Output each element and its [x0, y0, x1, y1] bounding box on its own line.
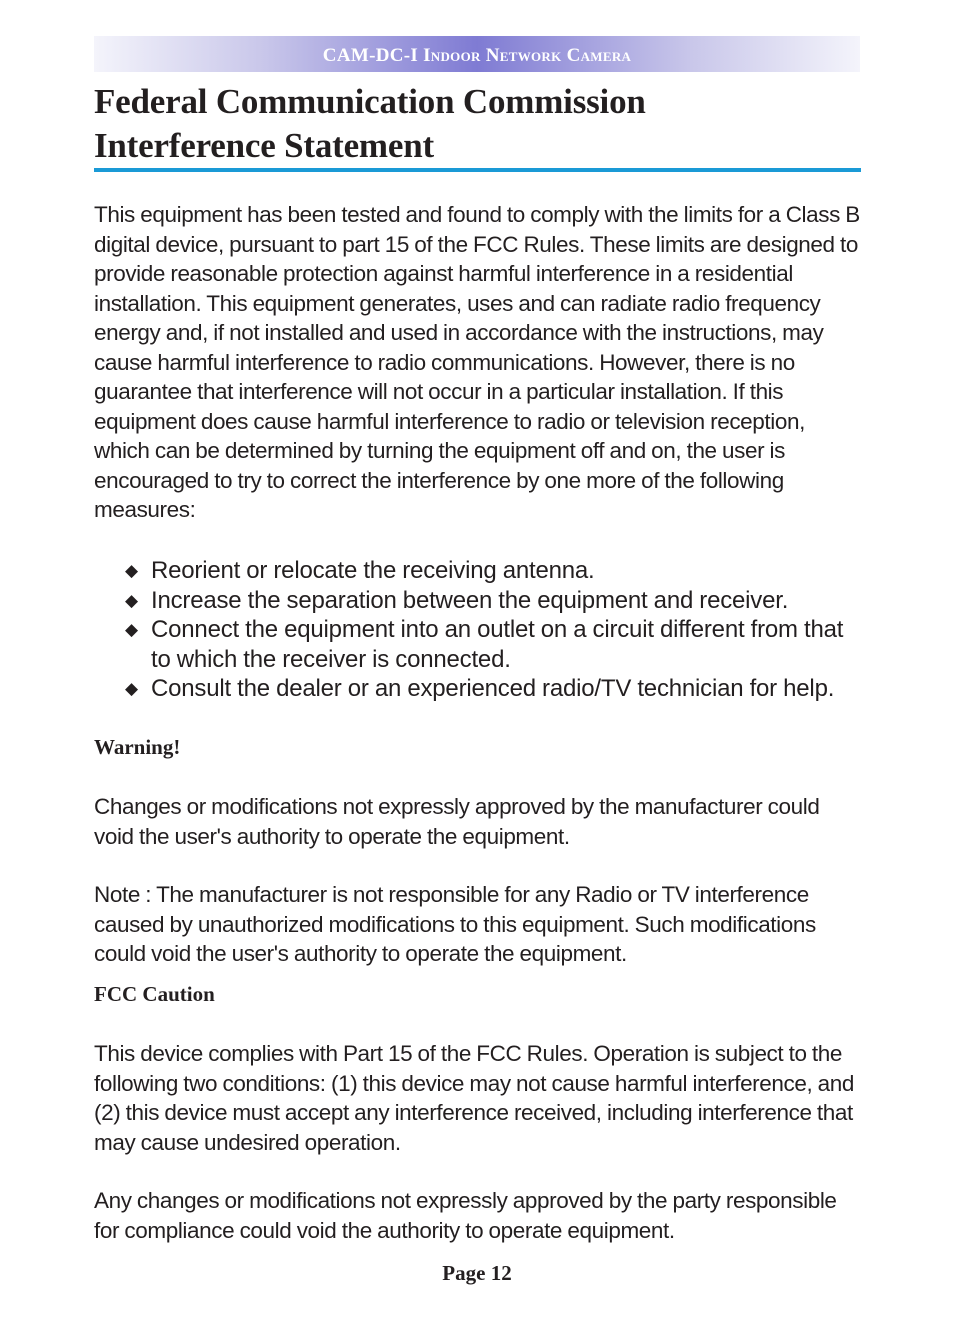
- list-item: [125, 556, 865, 586]
- diamond-icon: ◆: [125, 561, 138, 580]
- page-title-line1: Federal Communication Commission: [94, 82, 646, 121]
- measures-list: [94, 556, 865, 704]
- warning-paragraph: Changes or modifications not expressly approved by the manufacturer could void the user's authority to operate the equipment.: [94, 794, 820, 849]
- fcc-caution-heading: FCC Caution: [94, 982, 215, 1006]
- list-item-text: Increase the separation between the equipment and receiver.: [151, 586, 789, 614]
- list-item-text: Consult the dealer or an experienced radio/TV technician for help.: [151, 675, 835, 702]
- diamond-icon: ◆: [125, 679, 138, 698]
- header-title: CAM-DC-I Indoor Network Camera: [322, 45, 632, 66]
- page-title: [94, 80, 860, 168]
- fcc-caution-paragraph: This device complies with Part 15 of the FCC Rules. Operation is subject to the following two conditions: (1) this device may not cause harmful interference, and (2) this device must accept any interference received, including interference that may cause undesired operation.: [94, 1041, 855, 1155]
- page-number: Page 12: [442, 1261, 512, 1285]
- warning-heading: Warning!: [94, 735, 181, 759]
- header-banner: [94, 36, 860, 72]
- diamond-icon: ◆: [125, 620, 138, 639]
- title-divider: [94, 168, 861, 172]
- diamond-icon: ◆: [125, 590, 138, 610]
- list-item-text: Reorient or relocate the receiving antenna.: [151, 557, 595, 584]
- intro-paragraph: This equipment has been tested and found to comply with the limits for a Class B digital device, pursuant to part 15 of the FCC Rules. These limits are designed to provide reasonable protection against harmful interference in a residential installation. This equipment generates, uses and can radiate radio frequency energy and, if not installed and used in accordance with the instructions, may cause harmful interference to radio communications. However, there is no guarantee that interference will not occur in a particular installation. If this equipment does cause harmful interference to radio or television reception, which can be determined by turning the equipment off and on, the user is encouraged to try to correct the interference by one more of the following measures:: [94, 202, 860, 522]
- list-item: [125, 615, 865, 674]
- page-title-line2: Interference Statement: [94, 126, 434, 165]
- list-item: [125, 586, 865, 616]
- note-paragraph: Note : The manufacturer is not responsible for any Radio or TV interference caused by unauthorized modifications to this equipment. Such modifications could void the user's authority to operate the equipment.: [94, 882, 816, 966]
- list-item: [125, 674, 865, 704]
- changes-paragraph: Any changes or modifications not expressly approved by the party responsible for compliance could void the authority to operate equipment.: [94, 1188, 837, 1243]
- main-content: [94, 200, 864, 525]
- list-item-text: Connect the equipment into an outlet on a circuit different from that to which the receiver is connected.: [151, 616, 844, 673]
